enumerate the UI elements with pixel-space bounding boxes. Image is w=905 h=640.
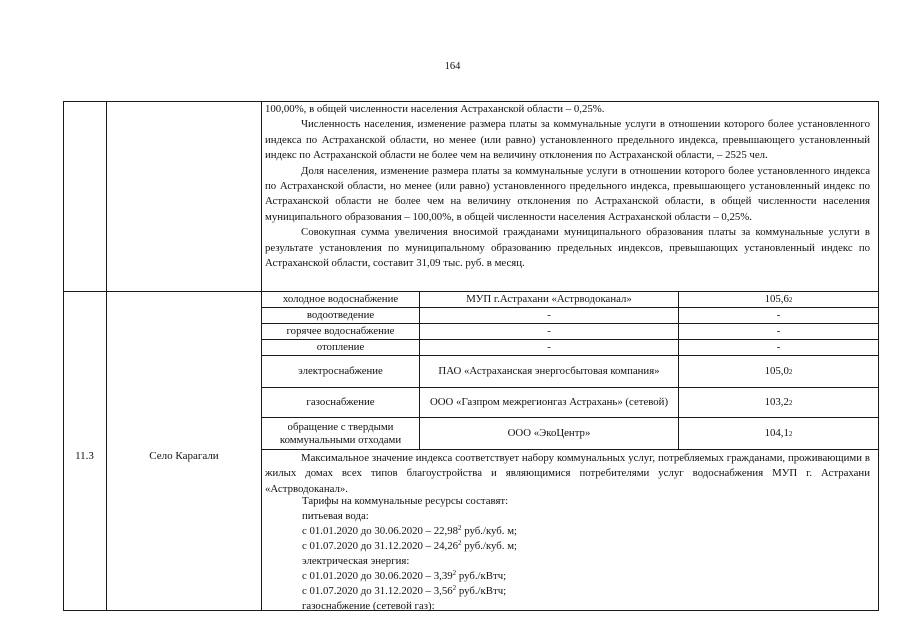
top-text-block [265,102,870,271]
bottom-paragraph: Максимальное значение индекса соответствует набору коммунальных услуг, потребляемых гражданами, проживающими в жилых домах всех типов благоустройства и являющимися потребителями услуг водоснабжения МУП г. Астрахани «Астрводоканал». [265,452,870,495]
page-number: 164 [444,61,461,72]
index-value: - [776,325,781,338]
provider-name: ООО «ЭкоЦентр» [507,427,591,440]
col-border-right [878,101,879,611]
settlement-name: Село Карагали [149,450,219,462]
water-label: питьевая вода: [302,510,369,522]
row-number: 11.3 [75,450,94,462]
service-name: электроснабжение [298,365,383,378]
paragraph: 100,00%, в общей численности населения Астраханской области – 0,25%. [265,103,605,115]
col-border-1 [106,101,107,611]
provider-name: - [547,309,551,322]
gas-label: газоснабжение (сетевой газ): [302,600,435,612]
service-name: холодное водоснабжение [282,293,399,306]
water-tariff-2: с 01.07.2020 до 31.12.2020 – 24,26$^2$ руб./куб. м; [302,539,518,552]
provider-name: - [547,341,551,354]
service-name: горячее водоснабжение [286,325,395,338]
index-value: 104,1 2 [764,427,793,440]
electric-tariff-2: с 01.07.2020 до 31.12.2020 – 3,56$^2$ руб./кВтч; [302,584,507,597]
provider-name: - [547,325,551,338]
index-value: - [776,309,781,322]
provider-name: ПАО «Астраханская энергосбытовая компания» [438,365,660,378]
service-name: обращение с твердыми коммунальными отходами [279,421,402,446]
paragraph: Совокупная сумма увеличения вносимой гражданами муниципального образования платы за коммунальные услуги в результате установления по муниципальному образованию предельных индексов, превышающих установленный индекс по Астраханской области, составит 31,09 тыс. руб. в месяц. [265,226,870,270]
water-tariff-1: с 01.01.2020 до 30.06.2020 – 22,98$^2$ руб./куб. м; [302,524,518,537]
service-name: отопление [316,341,365,354]
electric-tariff-1: с 01.01.2020 до 30.06.2020 – 3,39$^2$ руб./кВтч; [302,569,507,582]
service-name: газоснабжение [306,396,375,409]
paragraph: Численность населения, изменение размера платы за коммунальные услуги в отношении которого более установленного индекса по Астраханской области, но менее (или равно) установленного предельного индекса, превышающего установленный индекс по Астраханской области не более чем на величину отклонения по Астраханской области, – 2525 чел. [265,118,870,162]
provider-name: МУП г.Астрахани «Астрводоканал» [466,293,632,306]
tariffs-title: Тарифы на коммунальные ресурсы составят: [302,495,509,507]
index-value: 103,2 2 [764,396,793,409]
provider-name: ООО «Газпром межрегионгаз Астрахань» (сетевой) [429,396,669,409]
col-border-left [63,101,64,611]
service-name: водоотведение [306,309,375,322]
paragraph: Доля населения, изменение размера платы за коммунальные услуги в отношении которого более установленного индекса по Астраханской области, но менее (или равно) установленного предельного индекса, превышающего установленный индекс по Астраханской области не более чем на величину отклонения по Астраханской области, в общей численности населения муниципального образования – 100,00%, в общей численности населения Астраханской области – 0,25%. [265,164,870,223]
service-row-border [261,449,879,450]
index-value: - [776,341,781,354]
index-value: 105,0 2 [764,365,793,378]
index-value: 105,6 2 [764,293,793,306]
electric-label: электрическая энергия: [302,555,410,567]
row-border-bottom [63,610,879,611]
